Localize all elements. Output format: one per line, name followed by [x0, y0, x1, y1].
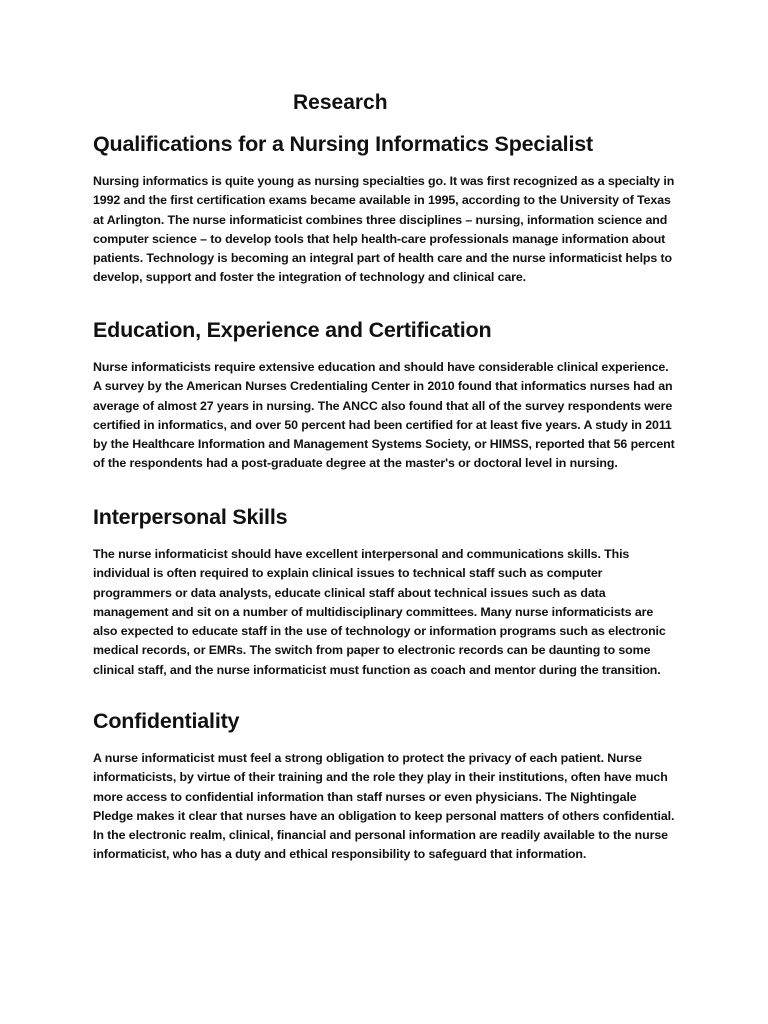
section-qualifications	[93, 130, 679, 288]
section-confidentiality	[93, 707, 679, 865]
section-education	[93, 316, 679, 474]
section-heading: Education, Experience and Certification	[93, 318, 492, 342]
section-heading: Confidentiality	[93, 709, 240, 733]
section-body: A nurse informaticist must feel a strong obligation to protect the privacy of each patient. Nurse informaticists, by virtue of their training and the role they play in their institutions, often have much more access to confidential information than staff nurses or even physicians. The Nightingale Pledge makes it clear that nurses have an obligation to keep personal matters of others confidential. In the electronic realm, clinical, financial and personal information are readily available to the nurse informaticist, who has a duty and ethical responsibility to safeguard that information.	[93, 751, 675, 862]
section-body: Nurse informaticists require extensive education and should have considerable clinical experience. A survey by the American Nurses Credentialing Center in 2010 found that informatics nurses had an average of almost 27 years in nursing. The ANCC also found that all of the survey respondents were certified in informatics, and over 50 percent had been certified for at least five years. A study in 2011 by the Healthcare Information and Management Systems Society, or HIMSS, reported that 56 percent of the respondents had a post-graduate degree at the master's or doctoral level in nursing.	[93, 360, 675, 471]
section-heading: Qualifications for a Nursing Informatics Specialist	[93, 132, 593, 156]
section-body: The nurse informaticist should have excellent interpersonal and communications skills. This individual is often required to explain clinical issues to technical staff such as computer programmers or data analysts, educate clinical staff about technical issues such as data management and sit on a number of multidisciplinary committees. Many nurse informaticists are also expected to educate staff in the use of technology or information programs such as electronic medical records, or EMRs. The switch from paper to electronic records can be daunting to some clinical staff, and the nurse informaticist must function as coach and mentor during the transition.	[93, 547, 666, 677]
section-interpersonal-skills	[93, 503, 679, 680]
section-heading: Interpersonal Skills	[93, 505, 288, 529]
section-body: Nursing informatics is quite young as nursing specialties go. It was first recognized as a specialty in 1992 and the first certification exams became available in 1995, according to the University of Texas at Arlington. The nurse informaticist combines three disciplines – nursing, information science and computer science – to develop tools that help health-care professionals manage information about patients. Technology is becoming an integral part of health care and the nurse informaticist helps to develop, support and foster the integration of technology and clinical care.	[93, 174, 675, 285]
page-title: Research	[293, 91, 388, 114]
